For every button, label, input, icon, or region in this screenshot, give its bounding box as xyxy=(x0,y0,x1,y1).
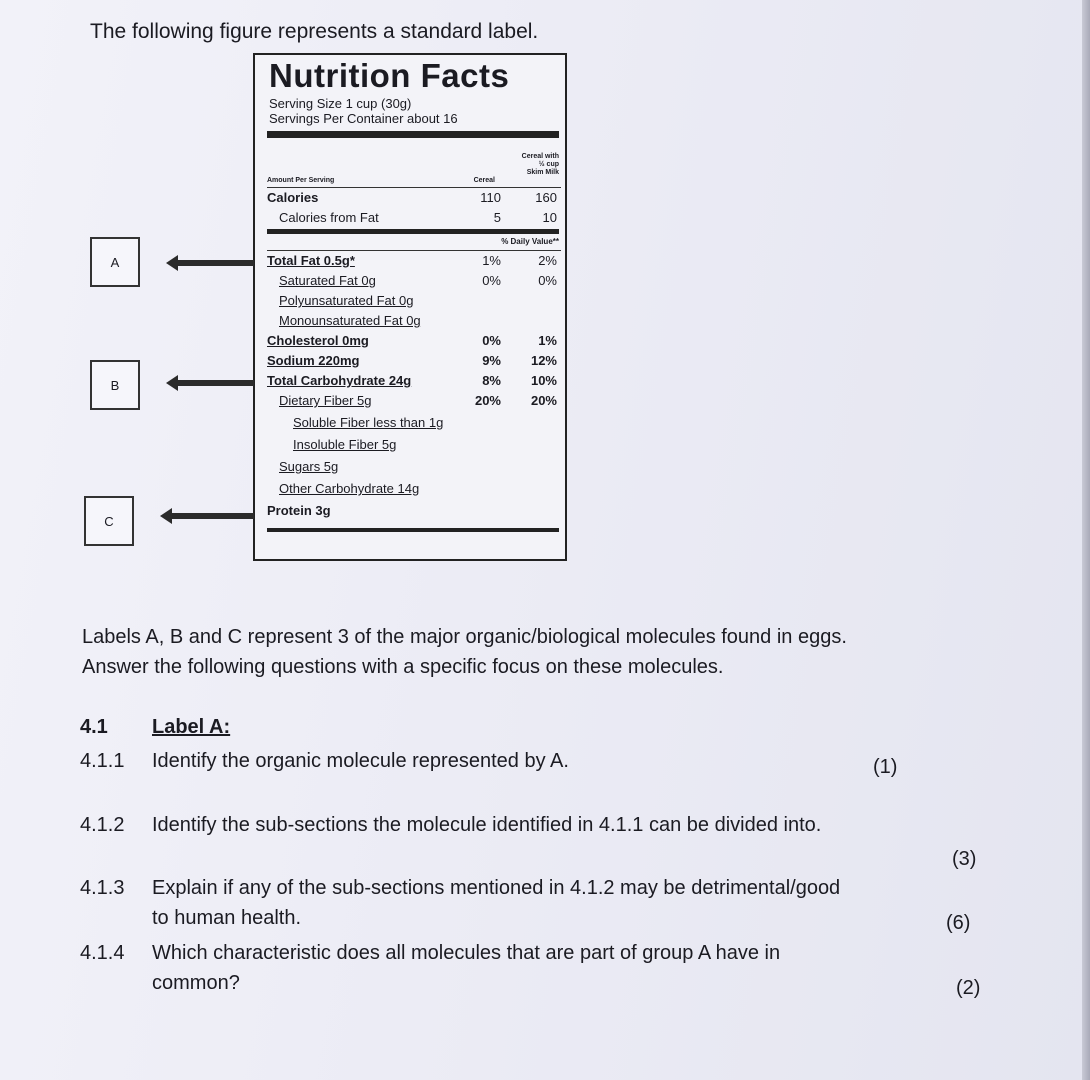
q3-text-line-2: to human health. xyxy=(152,907,301,929)
row-sodium: Sodium 220mg 9% 12% xyxy=(267,353,557,368)
row-total-carbohydrate: Total Carbohydrate 24g 8% 10% xyxy=(267,373,557,388)
amount-per-serving: Amount Per Serving xyxy=(267,177,335,184)
thick-rule xyxy=(267,131,559,138)
row-other-carbohydrate: Other Carbohydrate 14g xyxy=(279,481,420,496)
row-total-fat: Total Fat 0.5g* 1% 2% xyxy=(267,253,557,268)
q3-text-line-1: Explain if any of the sub-sections mentioned in 4.1.2 may be detrimental/good xyxy=(152,877,841,899)
q4-text-line-2: common? xyxy=(152,972,240,994)
page-edge-shadow xyxy=(1082,0,1090,1080)
q3-number: 4.1.3 xyxy=(80,877,125,899)
servings-per-container: Servings Per Container about 16 xyxy=(269,111,458,126)
row-soluble-fiber: Soluble Fiber less than 1g xyxy=(293,415,444,430)
section-title: Label A: xyxy=(152,716,231,738)
label-title: Nutrition Facts xyxy=(269,57,510,94)
nutrition-label xyxy=(253,53,567,561)
q2-text: Identify the sub-sections the molecule identified in 4.1.1 can be divided into. xyxy=(152,814,822,836)
arrow-b-icon xyxy=(178,380,254,386)
col2-header: Cereal with ½ cup Skim Milk xyxy=(521,153,559,176)
daily-value-header: % Daily Value** xyxy=(501,237,559,246)
label-box-a: A xyxy=(90,237,140,287)
row-cholesterol: Cholesterol 0mg 0% 1% xyxy=(267,333,557,348)
q1-number: 4.1.1 xyxy=(80,750,125,772)
q1-text: Identify the organic molecule represented by A. xyxy=(152,750,569,772)
row-monounsaturated-fat: Monounsaturated Fat 0g xyxy=(279,313,421,328)
paragraph-line-2: Answer the following questions with a specific focus on these molecules. xyxy=(82,656,724,678)
row-insoluble-fiber: Insoluble Fiber 5g xyxy=(293,437,397,452)
arrow-c-icon xyxy=(172,513,254,519)
row-polyunsaturated-fat: Polyunsaturated Fat 0g xyxy=(279,293,414,308)
q4-text-line-1: Which characteristic does all molecules that are part of group A have in xyxy=(152,942,781,964)
row-dietary-fiber: Dietary Fiber 5g 20% 20% xyxy=(279,393,557,408)
q2-marks: (3) xyxy=(952,848,977,870)
col1-header: Cereal xyxy=(473,177,495,184)
label-box-b: B xyxy=(90,360,140,410)
section-number: 4.1 xyxy=(80,716,108,738)
q1-marks: (1) xyxy=(873,756,898,778)
row-calories: Calories 110 160 xyxy=(267,190,557,205)
q4-marks: (2) xyxy=(956,977,981,999)
row-saturated-fat: Saturated Fat 0g 0% 0% xyxy=(279,273,557,288)
arrow-a-icon xyxy=(178,260,254,266)
serving-size: Serving Size 1 cup (30g) xyxy=(269,96,412,111)
q3-marks: (6) xyxy=(946,912,971,934)
row-sugars: Sugars 5g xyxy=(279,459,339,474)
paragraph-line-1: Labels A, B and C represent 3 of the major organic/biological molecules found in eggs. xyxy=(82,626,847,648)
q2-number: 4.1.2 xyxy=(80,814,125,836)
q4-number: 4.1.4 xyxy=(80,942,125,964)
row-calories-from-fat: Calories from Fat 5 10 xyxy=(279,210,557,225)
row-protein: Protein 3g xyxy=(267,503,331,518)
label-box-c: C xyxy=(84,496,134,546)
intro-text: The following figure represents a standard label. xyxy=(90,20,539,43)
